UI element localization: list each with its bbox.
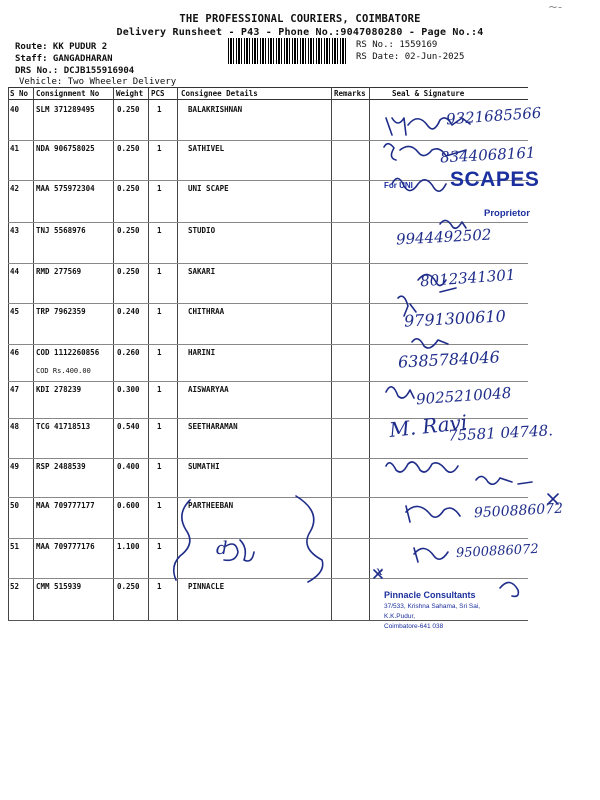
signature-stroke <box>398 296 416 316</box>
pinnacle-area: K.K.Pudur, <box>384 613 416 620</box>
row-weight: 0.250 <box>117 144 140 153</box>
row-sno: 43 <box>10 226 20 235</box>
row-pcs: 1 <box>157 267 162 276</box>
row-consignment-no: MAA 575972304 <box>36 184 95 193</box>
row-weight: 0.250 <box>117 267 140 276</box>
row-sno: 45 <box>10 307 20 316</box>
row-consignment-no: TCG 41718513 <box>36 422 91 431</box>
row-sno: 44 <box>10 267 20 276</box>
rs-date: RS Date: 02-Jun-2025 <box>356 52 465 62</box>
row-sno: 48 <box>10 422 20 431</box>
signature-stroke <box>440 220 466 228</box>
row-sno: 40 <box>10 105 20 114</box>
header-weight: Weight <box>116 89 144 98</box>
handwritten-phone-number: 6385784046 <box>397 347 501 372</box>
handwritten-phone-number: 8344068161 <box>439 143 536 167</box>
row-consignment-no: MAA 709777176 <box>36 542 95 551</box>
handwritten-phone-number: 8012341301 <box>419 265 516 291</box>
row-consignee: CHITHRAA <box>188 307 225 316</box>
row-consignment-no: MAA 709777177 <box>36 501 95 510</box>
row-pcs: 1 <box>157 422 162 431</box>
row-consignment-no: COD 1112260856 <box>36 348 100 357</box>
row-weight: 0.260 <box>117 348 140 357</box>
row-consignment-no: RMD 277569 <box>36 267 82 276</box>
row-consignee: BALAKRISHNAN <box>188 105 243 114</box>
row-weight: 0.600 <box>117 501 140 510</box>
header-remarks: Remarks <box>334 89 366 98</box>
row-consignment-no: SLM 371289495 <box>36 105 95 114</box>
row-consignee: SUMATHI <box>188 462 220 471</box>
signature-stroke <box>386 118 470 135</box>
row-pcs: 1 <box>157 226 162 235</box>
row-weight: 0.250 <box>117 582 140 591</box>
rs-number: RS No.: 1559169 <box>356 40 438 50</box>
signature-stroke <box>386 387 414 398</box>
row-weight: 0.250 <box>117 105 140 114</box>
signature-stroke <box>418 274 456 292</box>
row-pcs: 1 <box>157 348 162 357</box>
row-weight: 0.400 <box>117 462 140 471</box>
header-consignment: Consignment No <box>36 89 100 98</box>
row-weight: 0.540 <box>117 422 140 431</box>
row-pcs: 1 <box>157 385 162 394</box>
handwritten-phone-number: 9321685566 <box>445 103 542 129</box>
signature-stroke <box>224 540 254 561</box>
row-sno: 52 <box>10 582 20 591</box>
handwritten-phone-number: 9025210048 <box>415 383 512 409</box>
row-sno: 47 <box>10 385 20 394</box>
row-consignment-no: TNJ 5568976 <box>36 226 86 235</box>
corner-mark: ~- <box>548 0 563 14</box>
route-label: Route: KK PUDUR 2 <box>15 42 108 52</box>
row-sno: 46 <box>10 348 20 357</box>
company-title: THE PROFESSIONAL COURIERS, COIMBATORE <box>179 13 421 25</box>
signature-stroke <box>500 582 518 596</box>
row-weight: 0.240 <box>117 307 140 316</box>
uniscapes-role: Proprietor <box>484 208 530 219</box>
pinnacle-address: 37/533, Krishna Sahama, Sri Sai, <box>384 603 481 610</box>
signature-stroke <box>386 462 458 472</box>
signature-stroke <box>384 144 466 160</box>
row-consignment-no: TRP 7962359 <box>36 307 86 316</box>
signature-stroke <box>414 548 448 562</box>
row-pcs: 1 <box>157 144 162 153</box>
header-sno: S No <box>10 89 29 98</box>
row-consignee: PARTHEEBAN <box>188 501 234 510</box>
row-consignee: UNI SCAPE <box>188 184 229 193</box>
drs-number: DRS No.: DCJB155916904 <box>15 66 135 76</box>
row-consignee: SATHIVEL <box>188 144 225 153</box>
row-weight: 0.250 <box>117 226 140 235</box>
vehicle-label: Vehicle: Two Wheeler Delivery <box>19 77 177 87</box>
header-pcs: PCS <box>151 89 165 98</box>
row-weight: 0.300 <box>117 385 140 394</box>
signature-stroke <box>548 494 558 504</box>
row-consignee: AISWARYAA <box>188 385 229 394</box>
signature-stroke <box>412 339 448 348</box>
cod-amount: COD Rs.400.00 <box>36 367 91 375</box>
row-consignee: STUDIO <box>188 226 216 235</box>
row-consignment-no: NDA 906758025 <box>36 144 95 153</box>
brace-stroke <box>296 496 323 582</box>
pinnacle-city: Coimbatore-641 038 <box>384 623 444 630</box>
row-consignee: HARINI <box>188 348 216 357</box>
x-mark: x <box>376 564 383 578</box>
handwritten-phone-number: 9500886072 <box>473 500 564 522</box>
row-consignment-no: CMM 515939 <box>36 582 82 591</box>
row-sno: 51 <box>10 542 20 551</box>
pinnacle-name: Pinnacle Consultants <box>384 590 476 600</box>
row-pcs: 1 <box>157 462 162 471</box>
signature-stroke <box>392 178 446 191</box>
row-weight: 0.250 <box>117 184 140 193</box>
row-consignment-no: KDI 278239 <box>36 385 82 394</box>
row-sno: 49 <box>10 462 20 471</box>
uniscapes-prefix: For UNI <box>384 181 413 190</box>
signature-stroke <box>476 476 532 484</box>
runsheet-subtitle: Delivery Runsheet - P43 - Phone No.:9047080280 - Page No.:4 <box>116 27 484 38</box>
row-weight: 1.100 <box>117 542 140 551</box>
row-pcs: 1 <box>157 307 162 316</box>
header-consignee: Consignee Details <box>181 89 258 98</box>
handwritten-phone-number: 75581 04748. <box>447 421 554 445</box>
brace-stroke <box>174 500 190 580</box>
row-consignee: SAKARI <box>188 267 216 276</box>
staff-label: Staff: GANGADHARAN <box>15 54 113 64</box>
row-pcs: 1 <box>157 184 162 193</box>
row-consignee: PINNACLE <box>188 582 225 591</box>
signature-glyph: d <box>216 538 228 559</box>
seetharaman-signature-name: M. Ravi <box>387 409 469 443</box>
handwritten-phone-number: 9791300610 <box>403 306 507 331</box>
row-pcs: 1 <box>157 501 162 510</box>
row-pcs: 1 <box>157 105 162 114</box>
row-pcs: 1 <box>157 582 162 591</box>
row-consignment-no: RSP 2488539 <box>36 462 86 471</box>
uniscapes-brand: SCAPES <box>450 168 540 191</box>
row-sno: 42 <box>10 184 20 193</box>
handwritten-phone-number: 9944492502 <box>395 225 492 249</box>
row-sno: 41 <box>10 144 20 153</box>
row-pcs: 1 <box>157 542 162 551</box>
header-seal: Seal & Signature <box>392 89 465 98</box>
handwritten-phone-number: 9500886072 <box>455 541 540 562</box>
row-sno: 50 <box>10 501 20 510</box>
row-consignee: SEETHARAMAN <box>188 422 238 431</box>
signature-stroke <box>406 506 460 522</box>
